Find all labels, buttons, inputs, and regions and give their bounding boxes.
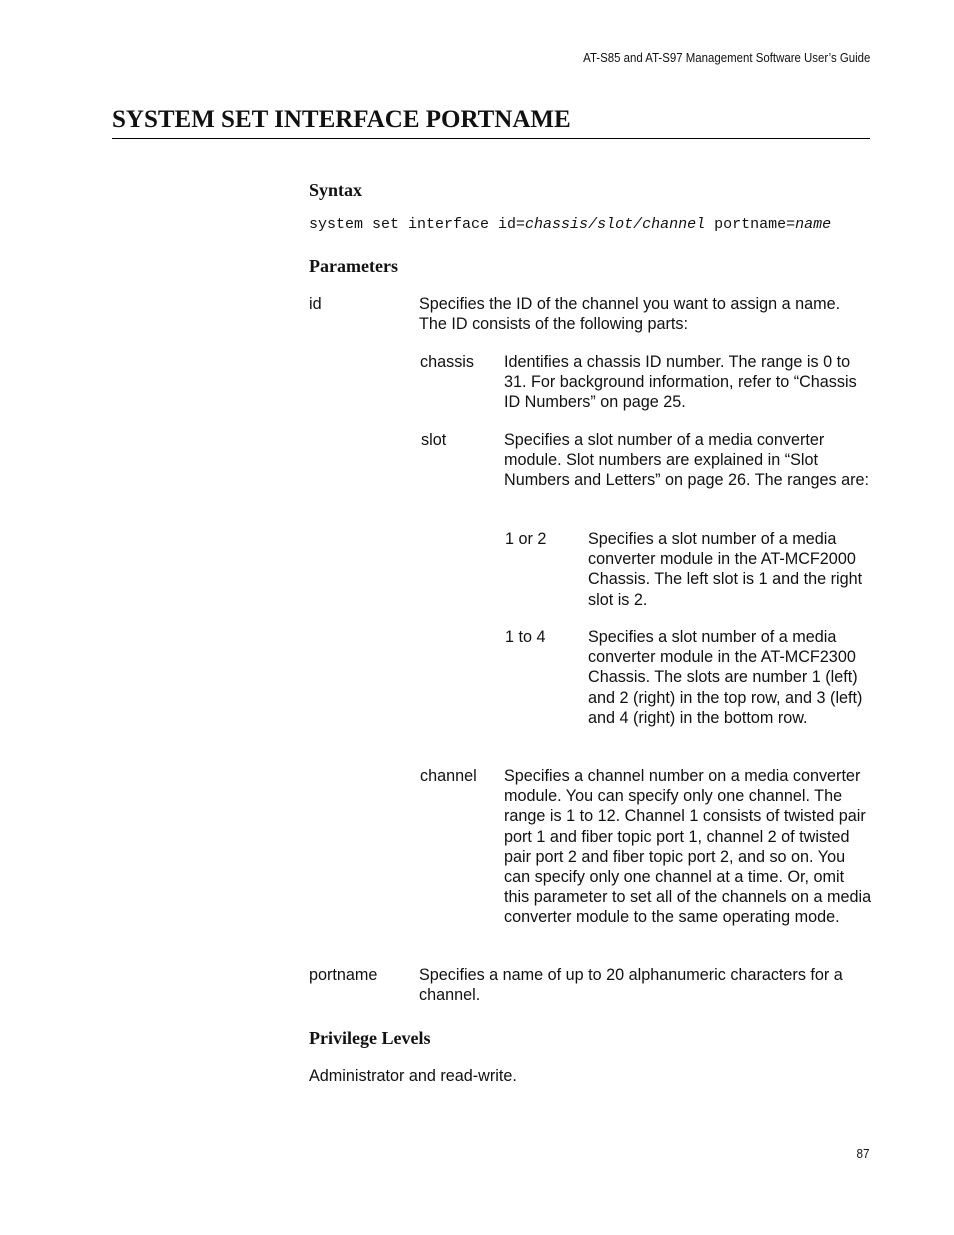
param-channel-desc: Specifies a channel number on a media converter module. You can specify only one channel. The range is 1 to 12. Channel 1 consists of twisted pair port 1 and fiber topic port 1, channel 2 of twisted pair port 2 and fiber topic port 2, and so on. You can specify only one channel at a time. Or, omit this parameter to set all of the channels on a media converter module to the same operating mode.	[504, 767, 872, 927]
page-title: SYSTEM SET INTERFACE PORTNAME	[112, 106, 870, 139]
param-slot-desc: Specifies a slot number of a media converter module. Slot numbers are explained in “Slot Numbers and Letters” on page 26. The ranges are:	[504, 431, 870, 490]
privilege-heading: Privilege Levels	[309, 1028, 431, 1048]
syntax-sep: /	[633, 216, 643, 233]
param-channel-term: channel	[420, 767, 477, 785]
param-chassis-desc: Identifies a chassis ID number. The range is 0 to 31. For background information, refer to “Chassis ID Numbers” on page 25.	[504, 353, 857, 412]
syntax-arg-channel: channel	[642, 216, 706, 233]
slot-range2-term: 1 to 4	[505, 628, 546, 646]
syntax-mid: portname=	[705, 216, 796, 233]
param-chassis-term: chassis	[420, 353, 474, 371]
running-head: AT-S85 and AT-S97 Management Software User’s Guide	[582, 50, 870, 65]
syntax-sep: /	[588, 216, 598, 233]
param-portname-desc: Specifies a name of up to 20 alphanumeric characters for a channel.	[419, 966, 843, 1005]
param-id-term: id	[309, 295, 322, 313]
param-slot-term: slot	[421, 431, 447, 449]
slot-range1-term: 1 or 2	[505, 530, 547, 548]
parameters-heading: Parameters	[309, 256, 398, 276]
slot-range1-desc: Specifies a slot number of a media converter module in the AT-MCF2000 Chassis. The left slot is 1 and the right slot is 2.	[588, 530, 863, 609]
syntax-arg-slot: slot	[597, 216, 634, 233]
privilege-text: Administrator and read-write.	[309, 1067, 517, 1085]
syntax-heading: Syntax	[309, 180, 363, 200]
syntax-arg-chassis: chassis	[525, 216, 589, 233]
syntax-arg-name: name	[795, 216, 832, 233]
slot-range2-desc: Specifies a slot number of a media converter module in the AT-MCF2300 Chassis. The slots are number 1 (left) and 2 (right) in the top row, and 3 (left) and 4 (right) in the bottom row.	[588, 628, 863, 727]
param-portname-term: portname	[309, 966, 378, 984]
page-number: 87	[855, 1146, 869, 1161]
syntax-prefix: system set interface id=	[309, 216, 526, 233]
param-id-desc: Specifies the ID of the channel you want to assign a name. The ID consists of the following parts:	[419, 295, 841, 334]
syntax-command	[309, 216, 831, 233]
